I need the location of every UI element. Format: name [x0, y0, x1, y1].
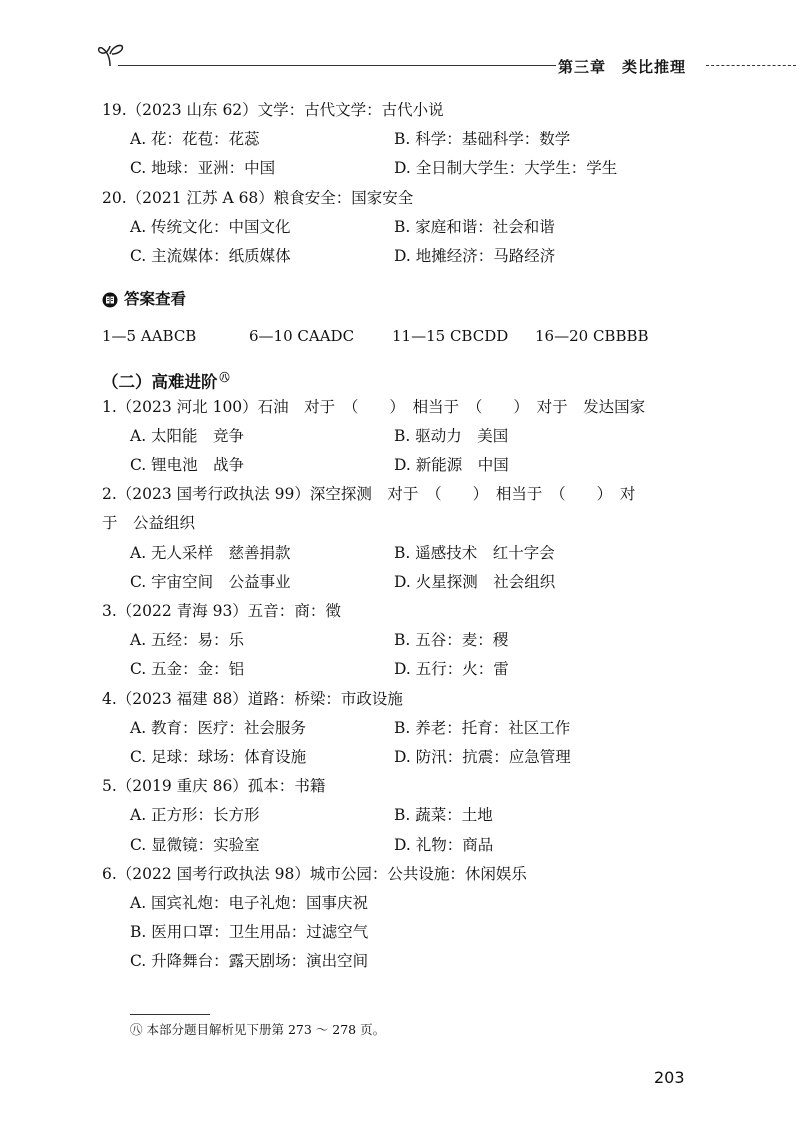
answer-group-1: 1—5 AABCB [102, 327, 197, 346]
option-b: B. 驱动力 美国 [394, 426, 509, 445]
option-d: D. 全日制大学生：大学生：学生 [394, 159, 618, 178]
footnote-marker: ㊇ [130, 1022, 143, 1037]
question-20-options-ab [130, 213, 700, 242]
question-5-stem: 5.（2019 重庆 86）孤本：书籍 [102, 777, 326, 796]
option-d: D. 火星探测 社会组织 [394, 572, 556, 591]
option-b: B. 五谷：麦：稷 [394, 631, 509, 650]
option-c: C. 宇宙空间 公益事业 [130, 572, 291, 591]
option-a: A. 传统文化：中国文化 [130, 217, 291, 236]
option-b: B. 科学：基础科学：数学 [394, 130, 571, 149]
question-4-stem: 4.（2023 福建 88）道路：桥梁：市政设施 [102, 689, 403, 708]
question-2-stem-continued: 于 公益组织 [102, 514, 196, 533]
header-rule-left [118, 65, 556, 66]
question-3-stem: 3.（2022 青海 93）五音：商：徵 [102, 602, 341, 620]
option-d: D. 地摊经济：马路经济 [394, 246, 556, 265]
question-4-options-ab [130, 714, 700, 743]
option-a: A. 太阳能 竞争 [130, 426, 245, 445]
option-a: A. 无人采样 慈善捐款 [130, 543, 291, 562]
question-20-stem: 20.（2021 江苏 A 68）粮食安全：国家安全 [102, 188, 414, 207]
option-a: A. 五经：易：乐 [130, 631, 245, 650]
question-6-option-c: C. 升降舞台：露天剧场：演出空间 [130, 952, 369, 971]
option-a: A. 正方形：长方形 [130, 806, 260, 825]
question-2-options-ab [130, 539, 700, 568]
question-6-stem: 6.（2022 国考行政执法 98）城市公园：公共设施：休闲娱乐 [102, 864, 527, 883]
footnote [130, 1020, 385, 1038]
option-b: B. 遥感技术 红十字会 [394, 543, 555, 562]
question-6-option-b: B. 医用口罩：卫生用品：过滤空气 [130, 923, 369, 942]
footnote-rule [130, 1014, 210, 1015]
question-5-options-cd [130, 831, 700, 860]
option-a: A. 教育：医疗：社会服务 [130, 718, 307, 737]
option-b: B. 家庭和谐：社会和谐 [394, 217, 555, 236]
question-4-options-cd [130, 743, 700, 772]
answer-section-heading [102, 285, 700, 314]
option-d: D. 防汛：抗震：应急管理 [394, 747, 571, 766]
question-19-options-cd [130, 154, 700, 183]
question-3-options-cd [130, 655, 700, 684]
question-6-option-a: A. 国宾礼炮：电子礼炮：国事庆祝 [130, 893, 369, 912]
option-c: C. 地球：亚洲：中国 [130, 159, 276, 178]
question-1-stem: 1.（2023 河北 100）石油 对于 （ ） 相当于 （ ） 对于 发达国家 [102, 397, 646, 416]
answer-group-4: 16—20 CBBBB [535, 327, 649, 346]
running-header [96, 38, 800, 78]
advanced-section-heading [102, 364, 700, 393]
question-1-options-cd [130, 451, 700, 480]
question-19-options-ab [130, 125, 700, 154]
question-1-options-ab [130, 422, 700, 451]
option-d: D. 五行：火：雷 [394, 660, 509, 679]
chapter-title: 第三章 类比推理 [558, 58, 687, 76]
question-19-stem: 19.（2023 山东 62）文学：古代文学：古代小说 [102, 101, 444, 119]
question-2-options-cd [130, 568, 700, 597]
question-5-options-ab [130, 801, 700, 830]
option-c: C. 显微镜：实验室 [130, 835, 260, 854]
option-a: A. 花：花苞：花蕊 [130, 130, 260, 149]
option-d: D. 新能源 中国 [394, 456, 509, 475]
advanced-section-title: （二）高难进阶 [102, 372, 218, 391]
answer-group-2: 6—10 CAADC [249, 327, 355, 346]
header-rule-right [706, 65, 796, 66]
question-3-options-ab [130, 626, 700, 655]
answer-key-row [102, 322, 700, 351]
question-20-options-cd [130, 242, 700, 271]
option-b: B. 蔬菜：土地 [394, 806, 493, 825]
answer-group-3: 11—15 CBCDD [392, 327, 509, 346]
option-d: D. 礼物：商品 [394, 835, 494, 854]
option-c: C. 足球：球场：体育设施 [130, 747, 307, 766]
question-2-stem: 2.（2023 国考行政执法 99）深空探测 对于 （ ） 相当于 （ ） 对 [102, 485, 636, 504]
option-c: C. 主流媒体：纸质媒体 [130, 246, 291, 265]
option-c: C. 锂电池 战争 [130, 456, 245, 475]
footnote-text: 本部分题目解析见下册第 273 ～ 278 页。 [146, 1022, 386, 1037]
option-c: C. 五金：金：铝 [130, 660, 245, 679]
page-number: 203 [654, 1068, 685, 1087]
answer-section-title: 答案查看 [124, 290, 187, 309]
page-content [102, 96, 700, 976]
answer-book-icon [102, 292, 118, 308]
footnote-marker: ㊇ [219, 372, 230, 384]
option-b: B. 养老：托育：社区工作 [394, 718, 571, 737]
